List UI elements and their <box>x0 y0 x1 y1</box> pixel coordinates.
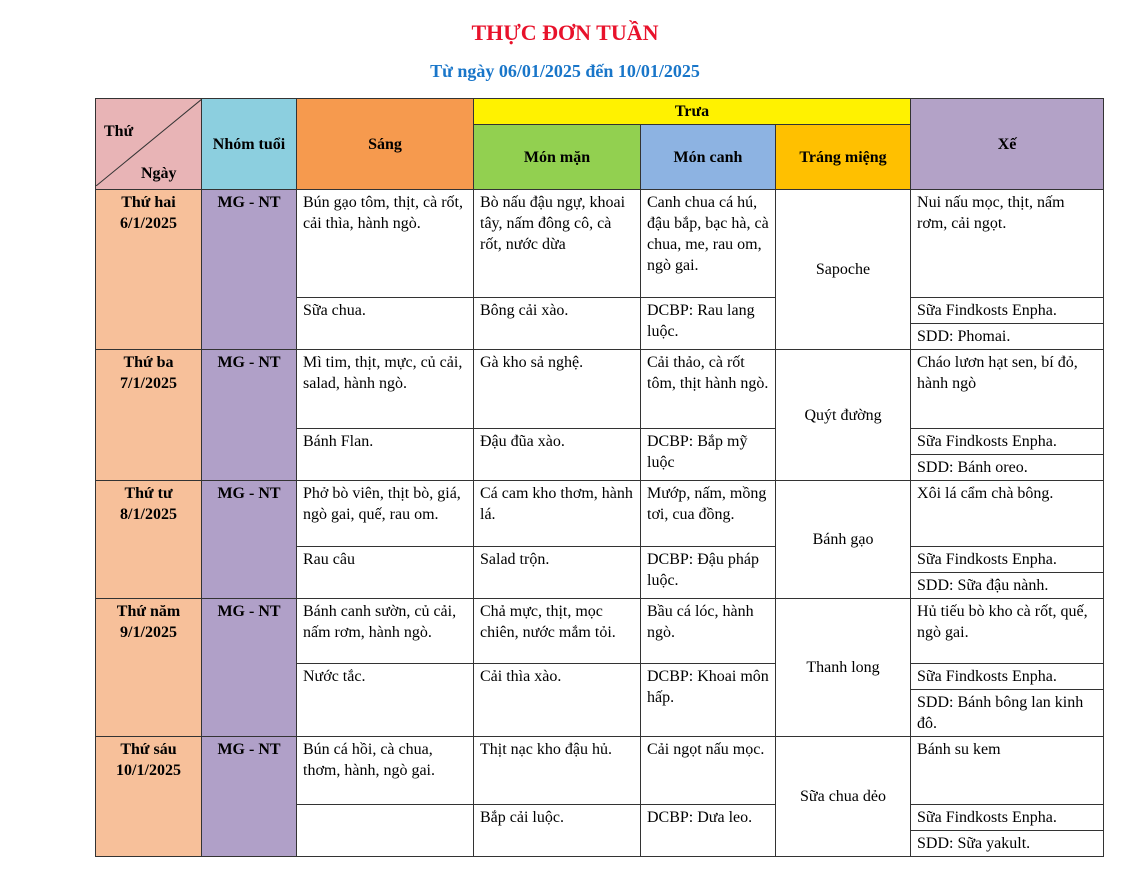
day-cell <box>96 737 202 857</box>
side-dish: Đậu đũa xào. <box>474 429 641 481</box>
malnutrition-snack: SDD: Sữa đậu nành. <box>911 573 1104 599</box>
header-dessert: Tráng miệng <box>776 125 911 190</box>
date-range: Từ ngày 06/01/2025 đến 10/01/2025 <box>430 61 700 81</box>
header-day-diagonal <box>96 99 202 190</box>
side-dish: Cải thìa xào. <box>474 664 641 737</box>
soup: Mướp, nấm, mồng tơi, cua đồng. <box>641 481 776 547</box>
milk-snack: Sữa Findkosts Enpha. <box>911 547 1104 573</box>
age-group-cell: MG - NT <box>202 599 297 737</box>
day-row <box>96 737 1104 805</box>
header-lunch: Trưa <box>474 99 911 125</box>
day-name: Thứ năm <box>116 603 181 620</box>
day-row <box>96 350 1104 429</box>
header-thu: Thứ <box>104 123 134 140</box>
soup-extra: DCBP: Đậu pháp luộc. <box>641 547 776 599</box>
weekly-menu-table <box>95 98 1104 857</box>
soup: Canh chua cá hú, đậu bắp, bạc hà, cà chua, me, rau om, ngò gai. <box>641 190 776 298</box>
main-dish: Gà kho sả nghệ. <box>474 350 641 429</box>
milk-snack: Sữa Findkosts Enpha. <box>911 805 1104 831</box>
breakfast-extra: Nước tắc. <box>297 664 474 737</box>
malnutrition-snack: SDD: Bánh bông lan kinh đô. <box>911 690 1104 737</box>
breakfast-main: Mì tim, thịt, mực, củ cải, salad, hành ngò. <box>297 350 474 429</box>
day-row <box>96 190 1104 298</box>
side-dish: Bông cải xào. <box>474 298 641 350</box>
main-dish: Cá cam kho thơm, hành lá. <box>474 481 641 547</box>
day-date: 7/1/2025 <box>120 375 177 392</box>
soup: Bầu cá lóc, hành ngò. <box>641 599 776 664</box>
breakfast-main: Bánh canh sườn, củ cải, nấm rơm, hành ngò. <box>297 599 474 664</box>
dessert: Sapoche <box>776 190 911 350</box>
afternoon-snack: Xôi lá cẩm chà bông. <box>911 481 1104 547</box>
breakfast-main: Bún cá hồi, cà chua, thơm, hành, ngò gai. <box>297 737 474 805</box>
breakfast-extra <box>297 805 474 857</box>
header-ngay: Ngày <box>141 165 177 182</box>
day-name: Thứ ba <box>123 354 174 371</box>
header-main-dish: Món mặn <box>474 125 641 190</box>
header-breakfast: Sáng <box>297 99 474 190</box>
breakfast-extra: Sữa chua. <box>297 298 474 350</box>
afternoon-snack: Nui nấu mọc, thịt, nấm rơm, cải ngọt. <box>911 190 1104 298</box>
afternoon-snack: Cháo lươn hạt sen, bí đỏ, hành ngò <box>911 350 1104 429</box>
page-title: THỰC ĐƠN TUẦN <box>471 20 659 45</box>
soup: Cải thảo, cà rốt tôm, thịt hành ngò. <box>641 350 776 429</box>
day-cell <box>96 190 202 350</box>
milk-snack: Sữa Findkosts Enpha. <box>911 298 1104 324</box>
age-group-cell: MG - NT <box>202 737 297 857</box>
soup-extra: DCBP: Dưa leo. <box>641 805 776 857</box>
day-cell <box>96 599 202 737</box>
day-cell <box>96 481 202 599</box>
malnutrition-snack: SDD: Sữa yakult. <box>911 831 1104 857</box>
breakfast-extra: Bánh Flan. <box>297 429 474 481</box>
main-dish: Bò nấu đậu ngự, khoai tây, nấm đông cô, cà rốt, nước dừa <box>474 190 641 298</box>
afternoon-snack: Bánh su kem <box>911 737 1104 805</box>
side-dish: Bắp cải luộc. <box>474 805 641 857</box>
day-row <box>96 481 1104 547</box>
age-group-cell: MG - NT <box>202 481 297 599</box>
dessert: Thanh long <box>776 599 911 737</box>
day-name: Thứ sáu <box>120 741 177 758</box>
dessert: Bánh gạo <box>776 481 911 599</box>
day-cell <box>96 350 202 481</box>
day-date: 10/1/2025 <box>116 762 181 779</box>
soup-extra: DCBP: Khoai môn hấp. <box>641 664 776 737</box>
day-date: 8/1/2025 <box>120 506 177 523</box>
main-dish: Chả mực, thịt, mọc chiên, nước mắm tỏi. <box>474 599 641 664</box>
malnutrition-snack: SDD: Bánh oreo. <box>911 455 1104 481</box>
milk-snack: Sữa Findkosts Enpha. <box>911 664 1104 690</box>
day-row <box>96 599 1104 664</box>
day-name: Thứ hai <box>121 194 176 211</box>
header-soup: Món canh <box>641 125 776 190</box>
main-dish: Thịt nạc kho đậu hủ. <box>474 737 641 805</box>
day-date: 6/1/2025 <box>120 215 177 232</box>
breakfast-extra: Rau câu <box>297 547 474 599</box>
dessert: Quýt đường <box>776 350 911 481</box>
day-name: Thứ tư <box>124 485 173 502</box>
header-age-group: Nhóm tuổi <box>202 99 297 190</box>
afternoon-snack: Hủ tiếu bò kho cà rốt, quế, ngò gai. <box>911 599 1104 664</box>
header-afternoon-snack: Xế <box>911 99 1104 190</box>
soup-extra: DCBP: Bắp mỹ luộc <box>641 429 776 481</box>
age-group-cell: MG - NT <box>202 350 297 481</box>
breakfast-main: Phở bò viên, thịt bò, giá, ngò gai, quế, rau om. <box>297 481 474 547</box>
day-date: 9/1/2025 <box>120 624 177 641</box>
malnutrition-snack: SDD: Phomai. <box>911 324 1104 350</box>
dessert: Sữa chua dẻo <box>776 737 911 857</box>
soup: Cải ngọt nấu mọc. <box>641 737 776 805</box>
milk-snack: Sữa Findkosts Enpha. <box>911 429 1104 455</box>
age-group-cell: MG - NT <box>202 190 297 350</box>
soup-extra: DCBP: Rau lang luộc. <box>641 298 776 350</box>
side-dish: Salad trộn. <box>474 547 641 599</box>
breakfast-main: Bún gạo tôm, thịt, cà rốt, cải thìa, hành ngò. <box>297 190 474 298</box>
